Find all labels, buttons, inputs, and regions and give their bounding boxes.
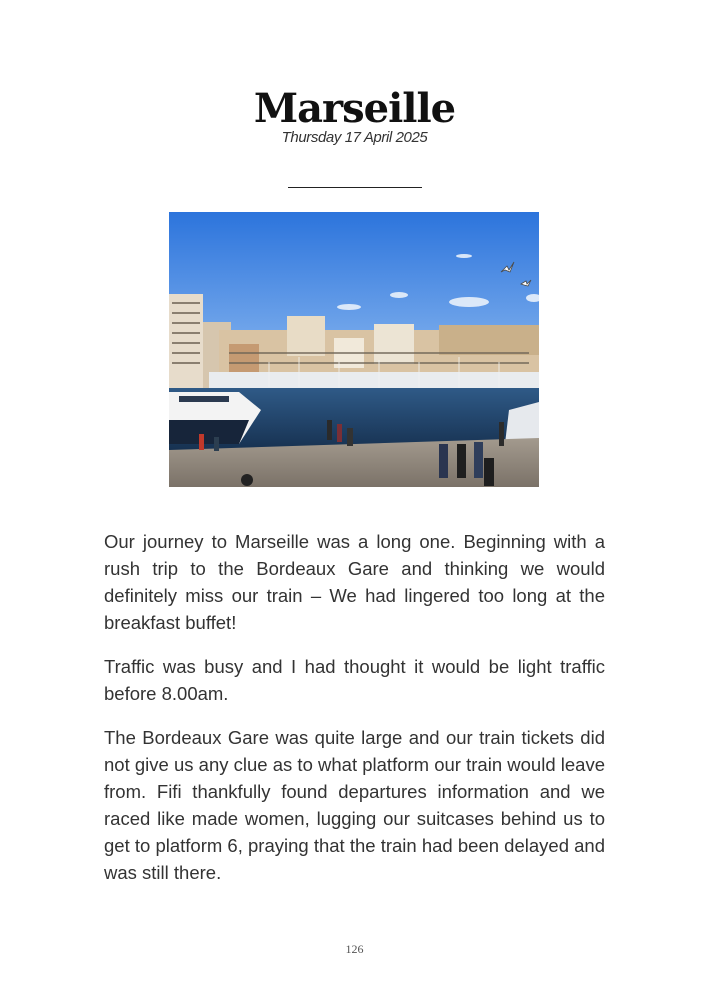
page-title: Marseille (253, 85, 456, 132)
page-number: 126 (345, 942, 364, 956)
paragraph-3: The Bordeaux Gare was quite large and our train tickets did not give us any clue as to what platform our train would leave from. Fifi thankfully found departures information and we raced like made women, lugging our suitcases behind us to get to platform 6, praying that the train had been delayed and was still there. (104, 727, 605, 883)
date-subtitle: Thursday 17 April 2025 (281, 129, 428, 146)
paragraph-1: Our journey to Marseille was a long one. Beginning with a rush trip to the Bordeaux Gare and thinking we would definitely miss our train – We had lingered too long at the breakfast buffet! (104, 531, 605, 633)
journal-body (104, 528, 605, 903)
title-divider (288, 187, 422, 188)
marseille-harbour-photo (169, 212, 539, 487)
paragraph-2: Traffic was busy and I had thought it would be light traffic before 8.00am. (104, 656, 605, 704)
